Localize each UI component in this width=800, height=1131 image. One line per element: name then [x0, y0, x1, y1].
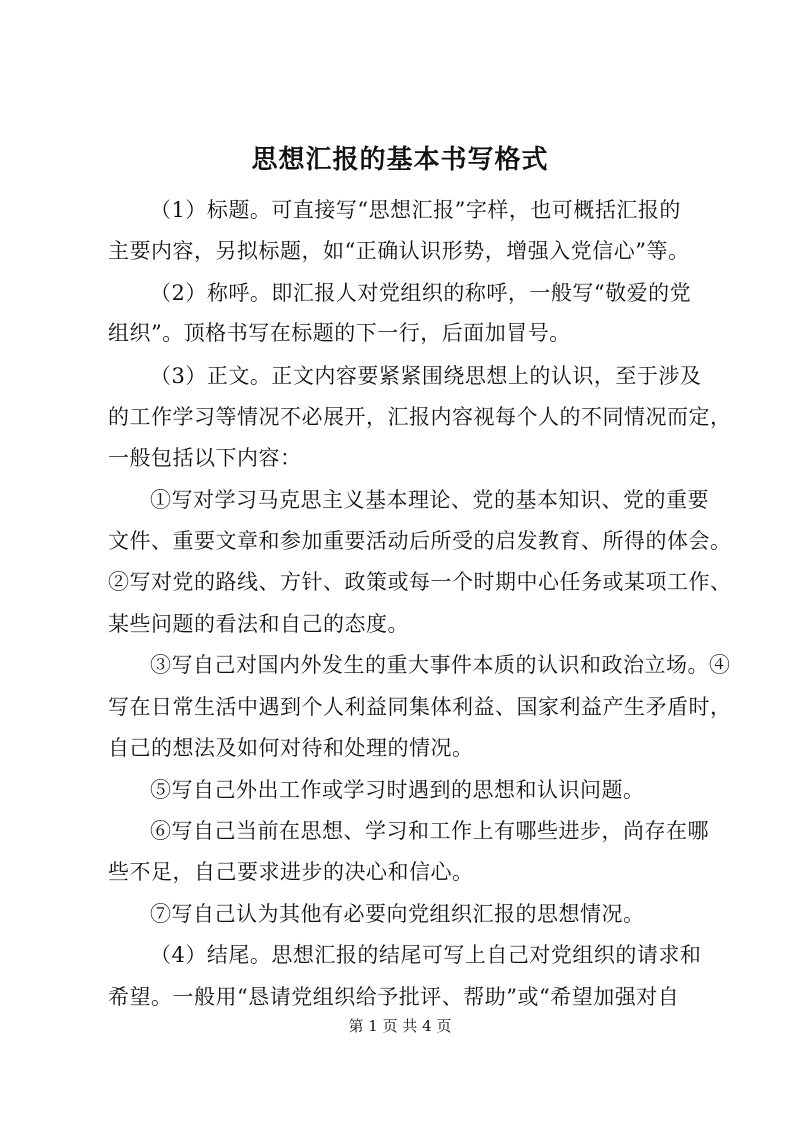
page-footer: 第 1 页 共 4 页: [348, 1017, 452, 1035]
text-line: 希望。一般用“恳请党组织给予批评、帮助”或“希望加强对自: [108, 985, 680, 1009]
text-line: 些不足，自己要求进步的决心和信心。: [108, 860, 474, 884]
document-title: 思想汇报的基本书写格式: [251, 145, 549, 175]
text-line: （1）标题。可直接写“思想汇报”字样，也可概括汇报的: [150, 198, 681, 222]
text-line: 文件、重要文章和参加重要活动后所受的启发教育、所得的体会。: [108, 529, 732, 553]
text-line: ①写对学习马克思主义基本理论、党的基本知识、党的重要: [150, 488, 709, 512]
text-line: ⑥写自己当前在思想、学习和工作上有哪些进步，尚存在哪: [150, 819, 709, 843]
text-line: ⑤写自己外出工作或学习时遇到的思想和认识问题。: [150, 778, 645, 802]
text-line: 自己的想法及如何对待和处理的情况。: [108, 736, 474, 760]
text-line: 主要内容，另拟标题，如“正确认识形势，增强入党信心”等。: [108, 239, 690, 263]
text-line: 组织”。顶格书写在标题的下一行，后面加冒号。: [108, 321, 571, 345]
text-line: ⑦写自己认为其他有必要向党组织汇报的思想情况。: [150, 902, 645, 926]
text-line: 写在日常生活中遇到个人利益同集体利益、国家利益产生矛盾时，: [108, 695, 732, 719]
text-line: （2）称呼。即汇报人对党组织的称呼，一般写“敬爱的党: [150, 281, 692, 305]
text-line: ②写对党的路线、方针、政策或每一个时期中心任务或某项工作、: [108, 570, 732, 594]
text-line: 一般包括以下内容：: [108, 446, 302, 470]
text-line: 的工作学习等情况不必展开，汇报内容视每个人的不同情况而定，: [108, 405, 732, 429]
text-line: （4）结尾。思想汇报的结尾可写上自己对党组织的请求和: [150, 943, 702, 967]
text-line: 某些问题的看法和自己的态度。: [108, 612, 409, 636]
text-line: ③写自己对国内外发生的重大事件本质的认识和政治立场。④: [150, 653, 731, 677]
text-line: （3）正文。正文内容要紧紧围绕思想上的认识，至于涉及: [150, 364, 702, 388]
